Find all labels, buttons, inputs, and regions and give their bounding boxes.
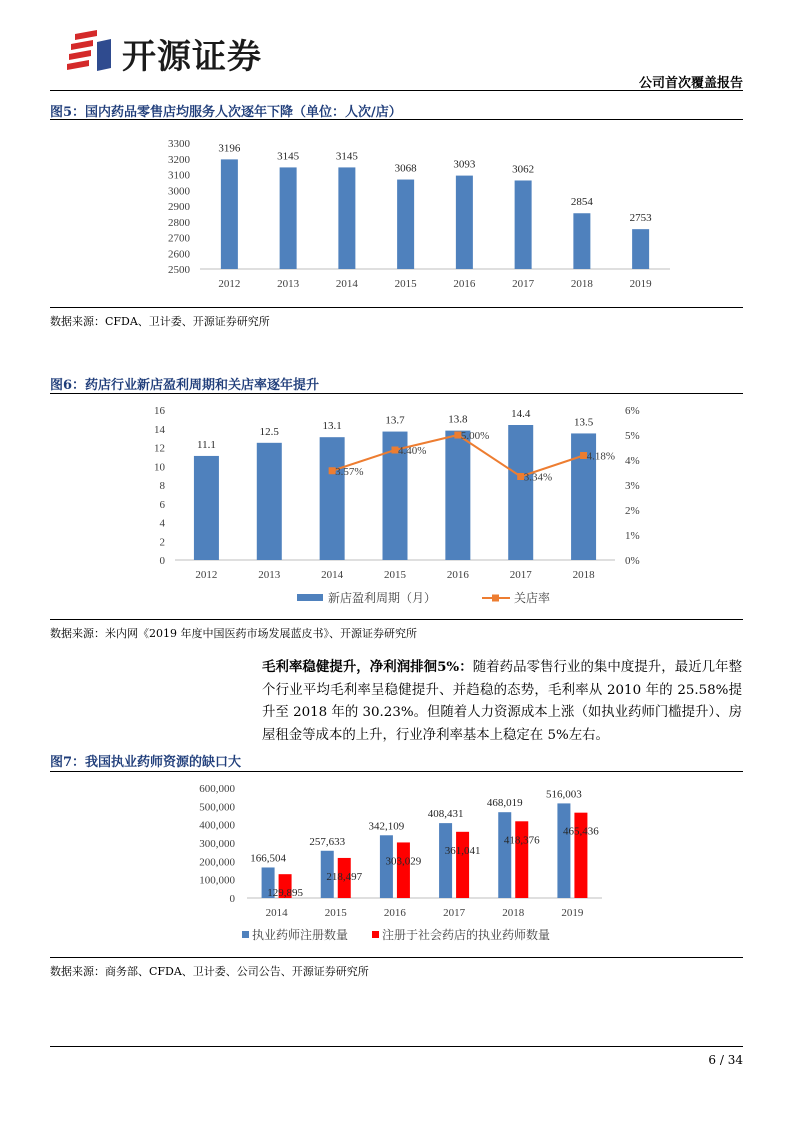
series1-data-label: 257,633: [309, 835, 346, 848]
y-tick-label: 2700: [168, 232, 190, 245]
bar: [632, 229, 649, 269]
x-tick-label: 2013: [277, 278, 300, 290]
line-data-label: 5.00%: [460, 430, 490, 442]
legend-swatch-marker: [492, 595, 499, 602]
x-tick-label: 2015: [394, 278, 417, 290]
data-label: 3068: [394, 162, 417, 175]
bar-data-label: 13.5: [573, 416, 594, 429]
y-tick-label: 400,000: [199, 819, 235, 832]
y-left-tick-label: 2: [159, 536, 165, 549]
bar-series2: [456, 832, 469, 898]
series2-data-label: 303,029: [385, 855, 422, 868]
x-tick-label: 2016: [446, 569, 469, 581]
y-right-tick-label: 2%: [625, 505, 640, 517]
fig7-source: 数据来源：商务部、CFDA、卫计委、公司公告、开源证券研究所: [50, 965, 369, 978]
paragraph-lead: 毛利率稳健提升，净利润排徊5%：: [262, 659, 473, 675]
x-tick-label: 2013: [258, 569, 281, 581]
line-data-label: 4.40%: [398, 445, 427, 457]
y-tick-label: 100,000: [199, 874, 235, 887]
data-label: 3196: [218, 142, 241, 155]
x-tick-label: 2017: [509, 569, 532, 581]
x-tick-label: 2012: [195, 569, 218, 581]
y-right-tick-label: 0%: [625, 555, 640, 567]
legend-swatch-series1: [242, 931, 249, 938]
x-tick-label: 2019: [561, 907, 584, 919]
bar-data-label: 11.1: [197, 438, 216, 451]
data-label: 2854: [570, 196, 593, 209]
x-tick-label: 2018: [570, 278, 593, 290]
series2-data-label: 218,497: [326, 870, 363, 883]
x-tick-label: 2018: [572, 569, 595, 581]
y-left-tick-label: 8: [159, 480, 165, 492]
data-label: 3062: [512, 163, 535, 176]
fig6-top-rule: [50, 393, 743, 394]
line-data-label: 3.34%: [523, 471, 553, 484]
fig7-top-rule: [50, 771, 743, 772]
paragraph-text: 随着药品零售行业的集中度提升，最近几年整个行业平均毛利率呈稳健提升、并趋稳的态势，毛利率从 2010 年的 25.58%提升至 2018 年的 30.23%。但随着人力资源成本上涨（如执业药师门槛提升）、房屋租金等成本的上升，行业净利率基本上稳定在 5%左右。: [262, 660, 742, 743]
bar: [508, 425, 533, 560]
y-right-tick-label: 6%: [625, 405, 640, 417]
y-tick-label: 3000: [168, 185, 190, 198]
fig6-source: 数据来源：米内网《2019 年度中国医药市场发展蓝皮书》、开源证券研究所: [50, 627, 417, 640]
report-type: 公司首次覆盖报告: [638, 76, 743, 91]
y-right-tick-label: 3%: [625, 480, 640, 492]
x-tick-label: 2017: [443, 907, 466, 919]
y-tick-label: 0: [229, 893, 235, 905]
bar-data-label: 13.7: [385, 414, 405, 427]
y-tick-label: 3300: [168, 138, 190, 150]
footer-divider: [50, 1046, 743, 1047]
line-data-label: 3.57%: [335, 465, 364, 478]
x-tick-label: 2015: [324, 907, 347, 919]
y-left-tick-label: 12: [154, 442, 165, 455]
y-tick-label: 2600: [168, 248, 190, 261]
bar: [397, 180, 414, 269]
fig5-bottom-rule: [50, 307, 743, 308]
data-label: 3145: [277, 150, 300, 163]
legend-swatch-bar: [297, 594, 323, 601]
fig7-bottom-rule: [50, 957, 743, 958]
fig6-title: 图6：药店行业新店盈利周期和关店率逐年提升: [50, 378, 320, 393]
series1-data-label: 166,504: [250, 852, 286, 865]
y-tick-label: 2800: [168, 216, 190, 229]
fig5-source: 数据来源：CFDA、卫计委、开源证券研究所: [50, 315, 270, 328]
bar: [221, 159, 238, 269]
bar: [338, 167, 355, 269]
bar-series1: [498, 812, 511, 898]
y-tick-label: 2500: [168, 264, 190, 276]
bar: [257, 443, 282, 560]
y-tick-label: 3200: [168, 153, 190, 166]
y-tick-label: 200,000: [199, 856, 235, 869]
series1-data-label: 468,019: [486, 797, 523, 810]
y-left-tick-label: 16: [154, 405, 165, 417]
y-right-tick-label: 4%: [625, 455, 640, 467]
bar-series2: [515, 821, 528, 898]
y-right-tick-label: 1%: [625, 530, 640, 542]
x-tick-label: 2016: [453, 278, 476, 290]
bar-data-label: 12.5: [259, 425, 279, 438]
y-left-tick-label: 14: [154, 423, 165, 436]
series2-data-label: 418,376: [503, 834, 540, 847]
data-label: 3093: [453, 158, 476, 171]
bar: [280, 167, 297, 269]
y-tick-label: 2900: [168, 201, 190, 213]
x-tick-label: 2016: [383, 907, 406, 919]
fig6-chart: [50, 398, 743, 616]
y-tick-label: 3100: [168, 169, 190, 182]
fig7-title: 图7：我国执业药师资源的缺口大: [50, 755, 242, 770]
y-left-tick-label: 0: [159, 555, 165, 567]
series1-data-label: 408,431: [427, 808, 464, 821]
x-tick-label: 2017: [512, 278, 535, 290]
fig5-top-rule: [50, 119, 743, 120]
x-tick-label: 2014: [321, 569, 344, 581]
fig5-chart: [50, 125, 743, 305]
bar: [573, 213, 590, 269]
series2-data-label: 361,041: [444, 844, 481, 857]
x-tick-label: 2015: [384, 569, 406, 581]
company-name: 开源证券: [122, 37, 262, 77]
legend-label: 注册于社会药店的执业药师数量: [382, 928, 551, 942]
series1-data-label: 516,003: [546, 788, 582, 801]
y-tick-label: 600,000: [199, 783, 235, 795]
y-left-tick-label: 10: [154, 461, 165, 474]
legend-label: 执业药师注册数量: [252, 928, 349, 942]
y-tick-label: 500,000: [199, 801, 235, 814]
bar: [445, 431, 470, 560]
data-label: 2753: [629, 212, 652, 225]
fig6-bottom-rule: [50, 619, 743, 620]
x-tick-label: 2014: [265, 907, 288, 919]
bar: [320, 437, 345, 560]
y-left-tick-label: 4: [159, 517, 165, 530]
bar-series2: [397, 842, 410, 898]
fig5-title: 图5：国内药品零售店均服务人次逐年下降（单位：人次/店）: [50, 105, 402, 120]
x-tick-label: 2019: [629, 278, 652, 290]
y-tick-label: 300,000: [199, 838, 235, 850]
legend-swatch-series2: [372, 931, 379, 938]
bar-data-label: 13.8: [448, 413, 468, 426]
bar: [515, 180, 532, 269]
series1-data-label: 342,109: [368, 820, 405, 833]
data-label: 3145: [335, 150, 358, 163]
header-divider: [50, 90, 743, 91]
y-left-tick-label: 6: [159, 498, 165, 511]
line-data-label: 4.18%: [586, 450, 615, 463]
bar-data-label: 13.1: [322, 420, 342, 433]
series2-data-label: 129,895: [267, 887, 303, 900]
logo-mark-icon: [67, 28, 117, 72]
body-paragraph: [262, 656, 742, 747]
y-right-tick-label: 5%: [625, 430, 640, 442]
x-tick-label: 2012: [218, 278, 241, 290]
legend-label: 关店率: [514, 591, 551, 605]
bar-series1: [557, 803, 570, 898]
bar-series1: [439, 823, 452, 898]
fig7-chart: [50, 776, 743, 954]
x-tick-label: 2018: [502, 907, 525, 919]
series2-data-label: 465,436: [563, 825, 599, 838]
page-number: 6 / 34: [708, 1053, 743, 1067]
x-tick-label: 2014: [335, 278, 358, 290]
bar-data-label: 14.4: [511, 408, 531, 420]
legend-label: 新店盈利周期（月）: [328, 591, 437, 605]
bar: [194, 456, 219, 560]
bar: [456, 176, 473, 269]
